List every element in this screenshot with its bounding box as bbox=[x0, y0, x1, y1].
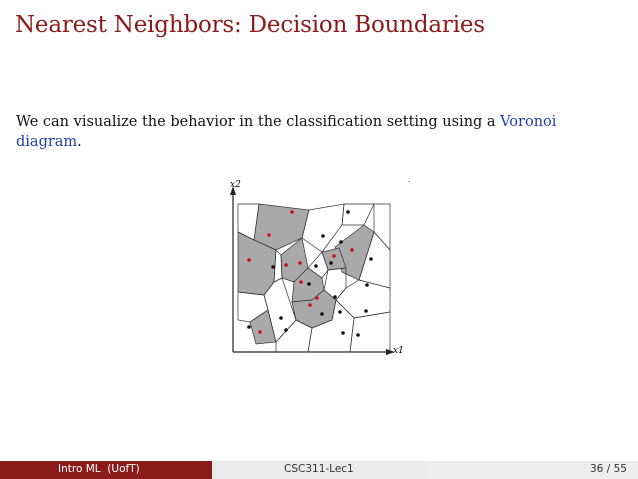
voronoi-link[interactable]: Voronoi diagram bbox=[16, 114, 557, 150]
x-axis-label: x1 bbox=[393, 346, 404, 356]
footer-left bbox=[0, 461, 212, 479]
slide-title-bar bbox=[0, 0, 638, 50]
y-axis-label: x2 bbox=[230, 180, 241, 190]
body-text-prefix: We can visualize the behavior in the classification setting using a bbox=[16, 114, 501, 130]
slide-title: Nearest Neighbors: Decision Boundaries bbox=[15, 12, 485, 38]
footer-right bbox=[425, 461, 638, 479]
footer-course: CSC311-Lec1 bbox=[284, 463, 354, 475]
body-text-suffix: . bbox=[77, 134, 82, 150]
slide-footer bbox=[0, 461, 638, 479]
page-number: 36 / 55 bbox=[590, 463, 627, 475]
svg-text:.: . bbox=[408, 175, 411, 184]
body-paragraph bbox=[16, 112, 616, 152]
footer-author: Intro ML (UofT) bbox=[58, 463, 140, 475]
footer-center bbox=[212, 461, 425, 479]
voronoi-figure bbox=[224, 170, 424, 365]
voronoi-diagram bbox=[224, 170, 424, 365]
